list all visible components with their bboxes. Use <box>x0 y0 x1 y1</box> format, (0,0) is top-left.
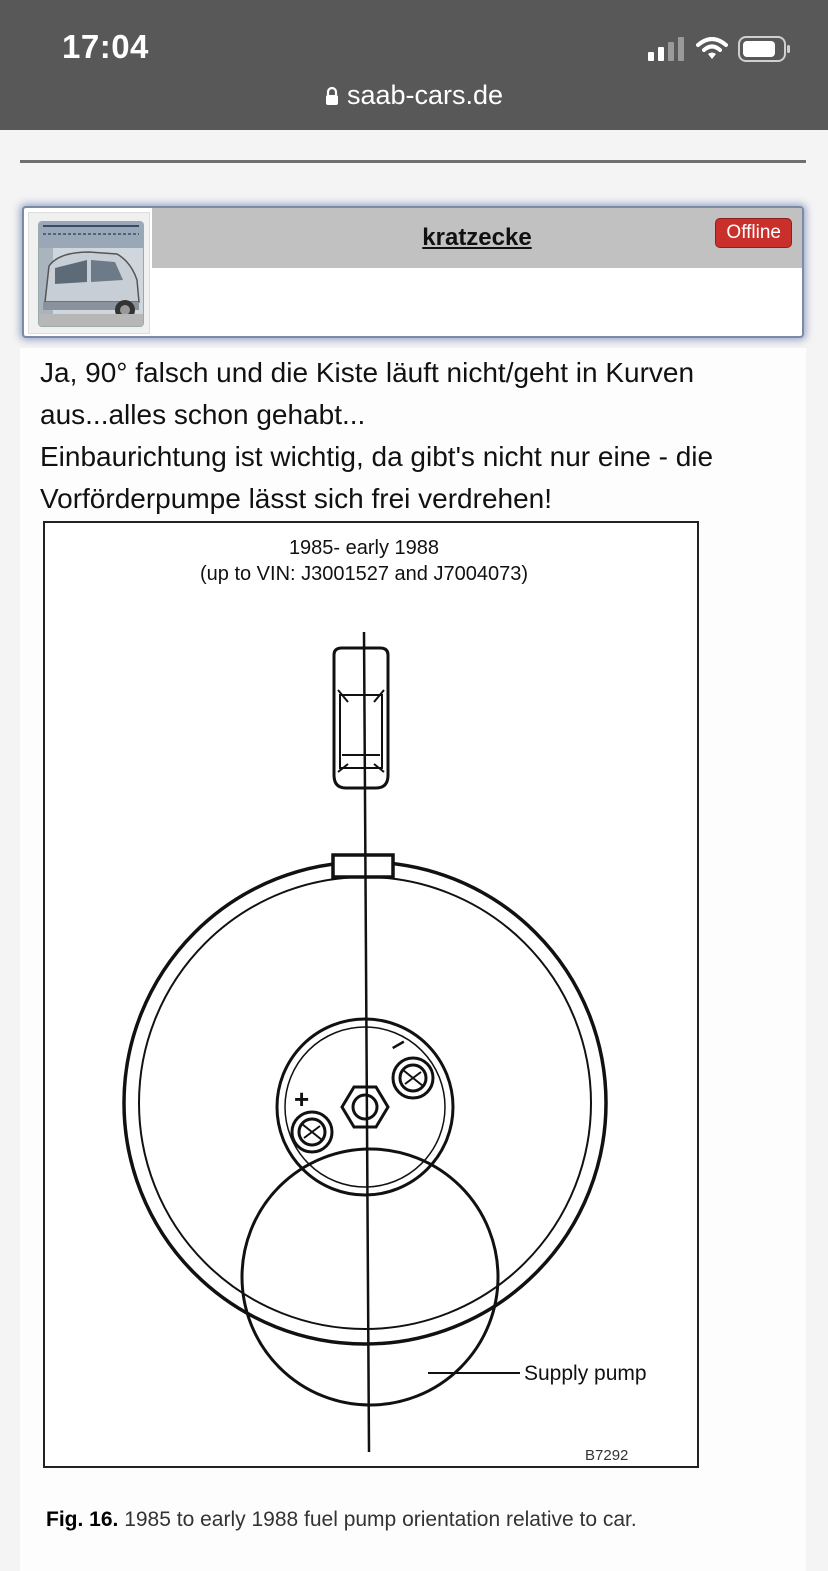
supply-pump-label: Supply pump <box>524 1362 647 1385</box>
status-badge: Offline <box>715 218 792 248</box>
user-card <box>22 206 804 338</box>
username-bar <box>152 208 802 268</box>
address-bar[interactable] <box>0 80 828 113</box>
clock: 17:04 <box>62 28 149 65</box>
figure-caption <box>46 1508 637 1532</box>
page-content <box>0 130 828 1571</box>
status-bar <box>0 0 828 130</box>
url-text: saab-cars.de <box>346 80 504 110</box>
figure-code: B7292 <box>585 1447 629 1464</box>
post-text <box>40 352 790 520</box>
avatar-frame <box>28 212 150 334</box>
divider <box>20 160 806 163</box>
avatar[interactable] <box>38 221 144 327</box>
battery-icon <box>738 36 792 67</box>
post-line: Ja, 90° falsch und die Kiste läuft nicht/geht in Kurven aus...alles schon gehabt... <box>40 357 695 430</box>
post-body <box>20 348 806 1571</box>
status-icons <box>648 36 792 67</box>
username-link[interactable]: kratzecke <box>422 224 532 251</box>
post-line: Einbaurichtung ist wichtig, da gibt's nicht nur eine - die Vorförderpumpe lässt sich frei verdrehen! <box>40 441 714 514</box>
lock-icon <box>325 82 339 113</box>
signal-icon <box>648 37 686 66</box>
wifi-icon <box>696 37 728 66</box>
figure-title-1: 1985- early 1988 <box>288 537 440 559</box>
plus-label: + <box>294 1084 310 1114</box>
minus-label: – <box>383 1026 411 1060</box>
diagram-image <box>42 520 702 1475</box>
caption-label: Fig. 16. <box>46 1508 119 1531</box>
caption-text: 1985 to early 1988 fuel pump orientation relative to car. <box>124 1508 637 1531</box>
figure-title-2: (up to VIN: J3001527 and J7004073) <box>199 563 529 585</box>
